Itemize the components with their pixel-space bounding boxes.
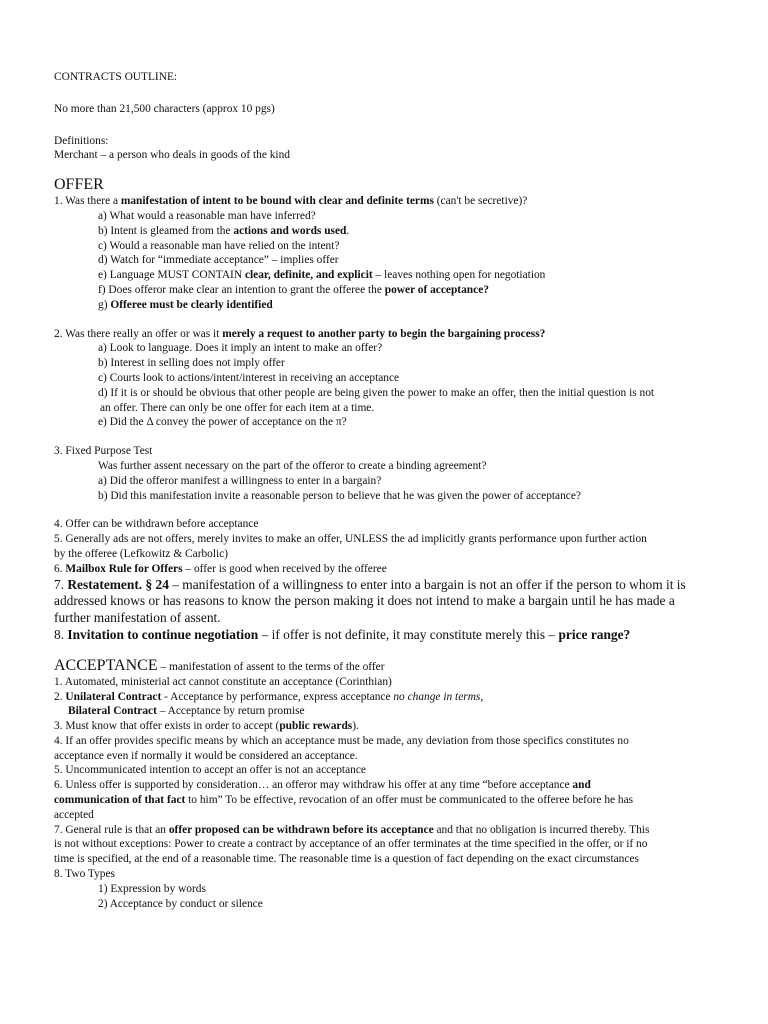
offer-q3: 3. Fixed Purpose Test — [54, 445, 153, 458]
offer-q3-sub: Was further assent necessary on the part of the offeror to create a binding agreement? — [98, 459, 487, 472]
offer-q3-a: a) Did the offeror manifest a willingness to enter in a bargain? — [98, 474, 382, 487]
acceptance-p3: 3. Must know that offer exists in order to accept (public rewards). — [54, 720, 359, 733]
offer-q1-a: a) What would a reasonable man have inferred? — [98, 209, 316, 222]
offer-p7-cont2: further manifestation of assent. — [54, 610, 221, 626]
document-page — [54, 70, 719, 911]
offer-q2-d: d) If it is or should be obvious that other people are being given the power to make an offer, then the initial question is not — [98, 386, 655, 399]
acceptance-p2-bilateral: Bilateral Contract – Acceptance by return promise — [68, 705, 305, 718]
offer-p7: 7. Restatement. § 24 – manifestation of a willingness to enter into a bargain is not an offer if the person to whom it is — [54, 576, 686, 592]
acceptance-p6: 6. Unless offer is supported by consideration… an offeror may withdraw his offer at any time “before acceptance and — [54, 779, 591, 792]
merchant-definition: Merchant – a person who deals in goods of the kind — [54, 149, 290, 162]
offer-q2-b: b) Interest in selling does not imply offer — [98, 357, 285, 370]
acceptance-p8-type1: 1) Expression by words — [98, 882, 206, 895]
offer-p5: 5. Generally ads are not offers, merely invites to make an offer, UNLESS the ad implicitly grants performance upon further action — [54, 533, 647, 546]
acceptance-p8: 8. Two Types — [54, 868, 115, 881]
acceptance-p8-type2: 2) Acceptance by conduct or silence — [98, 897, 263, 910]
offer-q1-e: e) Language MUST CONTAIN clear, definite, and explicit – leaves nothing open for negotiation — [98, 269, 546, 282]
acceptance-p7: 7. General rule is that an offer proposed can be withdrawn before its acceptance and that no obligation is incurred thereby. This — [54, 823, 650, 836]
offer-q2-e: e) Did the Δ convey the power of acceptance on the π? — [98, 416, 347, 429]
offer-p4: 4. Offer can be withdrawn before acceptance — [54, 518, 259, 531]
acceptance-p2: 2. Unilateral Contract - Acceptance by performance, express acceptance no change in terms, — [54, 690, 484, 703]
acceptance-p6-cont: communication of that fact to him” To be effective, revocation of an offer must be communicated to the offeree before he has — [54, 794, 634, 807]
offer-q2-a: a) Look to language. Does it imply an intent to make an offer? — [98, 342, 383, 355]
offer-q1: 1. Was there a manifestation of intent to be bound with clear and definite terms (can't be secretive)? — [54, 195, 528, 208]
acceptance-p5: 5. Uncommunicated intention to accept an offer is not an acceptance — [54, 764, 366, 777]
offer-p7-cont1: addressed knows or has reasons to know the person making it does not intend to make a bargain until he has made a — [54, 593, 675, 609]
offer-q2-c: c) Courts look to actions/intent/interest in receiving an acceptance — [98, 371, 400, 384]
acceptance-p4-cont: acceptance even if normally it would be considered an acceptance. — [54, 749, 358, 762]
offer-p5-cont: by the offeree (Lefkowitz & Carbolic) — [54, 547, 229, 560]
offer-heading: OFFER — [54, 176, 104, 194]
offer-q3-b: b) Did this manifestation invite a reasonable person to believe that he was given the power of acceptance? — [98, 489, 581, 502]
acceptance-p7-cont2: time is specified, at the end of a reasonable time. The reasonable time is a question of fact depending on the exact circumstances — [54, 853, 639, 866]
offer-q1-f: f) Does offeror make clear an intention to grant the offeree the power of acceptance? — [98, 283, 489, 296]
offer-q1-d: d) Watch for “immediate acceptance” – implies offer — [98, 254, 339, 267]
acceptance-p7-cont1: is not without exceptions: Power to create a contract by acceptance of an offer terminates at the time specified in the offer, or if no — [54, 838, 648, 851]
offer-q1-b: b) Intent is gleamed from the actions and words used. — [98, 224, 350, 237]
offer-q1-c: c) Would a reasonable man have relied on the intent? — [98, 239, 340, 252]
offer-q2-d-cont: an offer. There can only be one offer for each item at a time. — [100, 401, 375, 414]
definitions-label: Definitions: — [54, 134, 109, 147]
acceptance-p6-cont2: accepted — [54, 808, 94, 821]
offer-p6: 6. Mailbox Rule for Offers – offer is good when received by the offeree — [54, 562, 387, 575]
doc-title: CONTRACTS OUTLINE: — [54, 71, 178, 83]
acceptance-p4: 4. If an offer provides specific means by which an acceptance must be made, any deviation from those specifics constitutes no — [54, 734, 629, 747]
offer-q1-g: g) Offeree must be clearly identified — [98, 298, 273, 311]
offer-p8: 8. Invitation to continue negotiation – if offer is not definite, it may constitute merely this – price range? — [54, 626, 631, 642]
length-limit: No more than 21,500 characters (approx 10 pgs) — [54, 102, 275, 115]
acceptance-heading: ACCEPTANCE – manifestation of assent to the terms of the offer — [54, 656, 385, 674]
offer-q2: 2. Was there really an offer or was it merely a request to another party to begin the bargaining process? — [54, 327, 546, 340]
acceptance-p1: 1. Automated, ministerial act cannot constitute an acceptance (Corinthian) — [54, 675, 392, 688]
